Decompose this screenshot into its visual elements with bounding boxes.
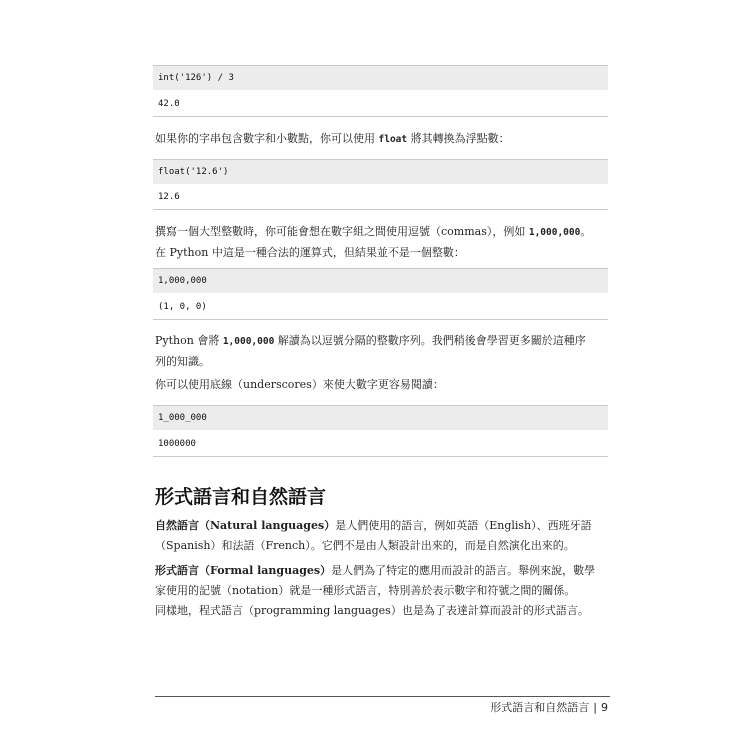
paragraph-formal-languages xyxy=(155,561,610,621)
footer-title: 形式語言和自然語言 xyxy=(490,701,590,714)
paragraph-commas xyxy=(155,222,610,263)
code-input-float: float('12.6') xyxy=(153,159,608,184)
paragraph-text: 將其轉換為浮點數： xyxy=(407,132,510,145)
code-input-underscores: 1_000_000 xyxy=(153,405,608,430)
paragraph-text: 列的知識。 xyxy=(155,355,210,368)
paragraph-text: 撰寫一個大型整數時，你可能會想在數字組之間使用逗號（commas），例如 xyxy=(155,225,529,238)
code-output-int: 42.0 xyxy=(153,91,608,117)
paragraph-text: 是人們為了特定的應用而設計的語言。舉例來說，數學 xyxy=(331,564,596,577)
code-output-commas: (1, 0, 0) xyxy=(153,294,608,320)
paragraph-natural-languages xyxy=(155,516,610,556)
paragraph-underscores: 你可以使用底線（underscores）來使大數字更容易閱讀： xyxy=(155,378,444,391)
inline-code: 1,000,000 xyxy=(528,227,581,238)
paragraph-text: 是人們使用的語言，例如英語（English）、西班牙語 xyxy=(335,519,592,532)
page-number: 9 xyxy=(601,701,608,714)
paragraph-text: 家使用的記號（notation）就是一種形式語言，特別善於表示數字和符號之間的關係。 xyxy=(155,584,576,597)
paragraph-tuple xyxy=(155,331,610,372)
paragraph-float xyxy=(155,129,610,150)
code-output-float: 12.6 xyxy=(153,184,608,210)
code-input-int: int('126') / 3 xyxy=(153,65,608,90)
term-natural-languages: 自然語言（Natural languages） xyxy=(155,519,336,532)
footer-rule xyxy=(155,696,610,697)
paragraph-text: Python 會將 xyxy=(155,334,223,347)
paragraph-text: 在 Python 中這是一種合法的運算式，但結果並不是一個整數： xyxy=(155,246,465,259)
inline-code: 1,000,000 xyxy=(222,336,275,347)
code-input-commas: 1,000,000 xyxy=(153,268,608,293)
paragraph-text: 。 xyxy=(580,225,592,238)
page-footer xyxy=(490,700,608,716)
paragraph-text: 解讀為以逗號分隔的整數序列。我們稍後會學習更多關於這種序 xyxy=(274,334,586,347)
paragraph-text: 同樣地，程式語言（programming languages）也是為了表達計算而設計的形式語言。 xyxy=(155,604,589,617)
term-formal-languages: 形式語言（Formal languages） xyxy=(155,564,332,577)
paragraph-text: 如果你的字串包含數字和小數點，你可以使用 xyxy=(155,132,379,145)
code-output-underscores: 1000000 xyxy=(153,431,608,457)
section-heading: 形式語言和自然語言 xyxy=(155,486,327,508)
inline-code: float xyxy=(378,134,408,145)
paragraph-text: （Spanish）和法語（French）。它們不是由人類設計出來的，而是自然演化出來的。 xyxy=(155,539,575,552)
footer-separator: | xyxy=(593,701,597,714)
